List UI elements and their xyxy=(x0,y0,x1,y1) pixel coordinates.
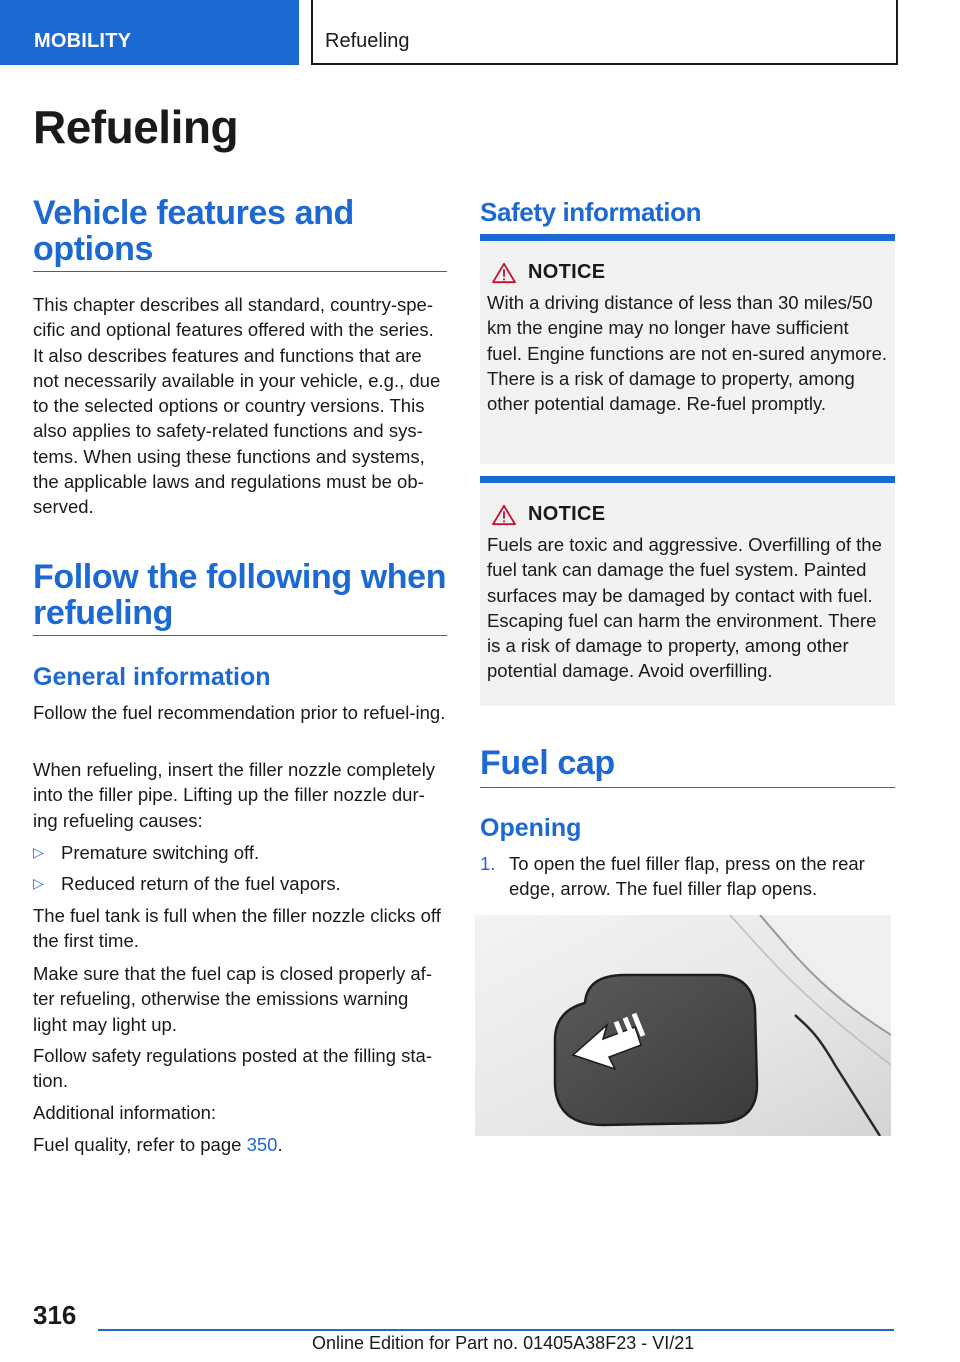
general-p7 xyxy=(33,1132,447,1157)
fuel-flap-image xyxy=(475,915,891,1136)
notice-box-1 xyxy=(480,234,895,464)
general-p6: Additional information: xyxy=(33,1102,217,1123)
page-reference-link[interactable]: 350 xyxy=(246,1134,278,1155)
footer-edition: Online Edition for Part no. 01405A38F23 - VI/21 xyxy=(312,1333,695,1353)
list-item-text: Premature switching off. xyxy=(61,842,260,863)
notice-header xyxy=(490,503,888,526)
reference-text: Fuel quality, refer to page xyxy=(33,1134,247,1155)
general-p2: When refueling, insert the filler nozzle completely into the filler pipe. Lifting up the filler nozzle dur-ing refueling causes: xyxy=(33,759,436,831)
section-divider xyxy=(33,271,447,272)
header-title: Refueling xyxy=(325,30,410,52)
section-divider xyxy=(33,635,447,636)
vehicle-features-heading-line2: options xyxy=(33,230,153,268)
fuel-flap-illustration xyxy=(475,915,891,1136)
numbered-step xyxy=(480,851,895,902)
general-p3: The fuel tank is full when the filler nozzle clicks off the first time. xyxy=(33,905,441,952)
triangle-bullet-icon: ▷ xyxy=(33,875,44,891)
page-title: Refueling xyxy=(33,101,239,153)
notice-text: With a driving distance of less than 30 miles/50 km the engine may no longer have sufficient fuel. Engine functions are not en-sured anymore. There is a risk of damage to property, among other potential damage. Re-fuel promptly. xyxy=(487,292,888,415)
notice-header xyxy=(490,261,888,284)
page-number: 316 xyxy=(33,1300,77,1330)
follow-heading xyxy=(33,559,446,631)
opening-heading: Opening xyxy=(480,814,582,842)
footer-divider xyxy=(98,1329,894,1331)
vehicle-features-heading xyxy=(33,195,354,267)
fuel-cap-heading: Fuel cap xyxy=(480,744,615,782)
vehicle-features-heading-line1: Vehicle features and xyxy=(33,194,354,232)
notice-label: NOTICE xyxy=(528,261,606,283)
general-p5: Follow safety regulations posted at the filling sta-tion. xyxy=(33,1045,432,1092)
triangle-bullet-icon: ▷ xyxy=(33,844,44,860)
list-item xyxy=(33,871,447,896)
general-p1: Follow the fuel recommendation prior to refuel-ing. xyxy=(33,702,446,723)
step-number: 1. xyxy=(480,853,496,874)
step-text: To open the fuel filler flap, press on the rear edge, arrow. The fuel filler flap opens. xyxy=(509,853,865,900)
follow-heading-line1: Follow the following when xyxy=(33,558,447,596)
general-information-heading: General information xyxy=(33,663,271,691)
section-divider xyxy=(480,787,895,788)
follow-heading-line2: refueling xyxy=(33,594,173,632)
list-item xyxy=(33,840,447,865)
notice-label: NOTICE xyxy=(528,503,606,525)
notice-box-2 xyxy=(480,476,895,706)
general-p4: Make sure that the fuel cap is closed properly af-ter refueling, otherwise the emissions warning light may light up. xyxy=(33,963,432,1035)
section-label: MOBILITY xyxy=(34,30,132,52)
notice-text: Fuels are toxic and aggressive. Overfilling of the fuel tank can damage the fuel system. Painted surfaces may be damaged by contact with fuel. Escaping fuel can harm the environment. There is a risk of damage to property, among other potential damage. Avoid overfilling. xyxy=(487,534,882,682)
warning-triangle-icon xyxy=(490,504,518,526)
safety-information-heading: Safety information xyxy=(480,197,702,227)
warning-triangle-icon xyxy=(490,262,518,284)
reference-suffix: . xyxy=(277,1134,283,1155)
list-item-text: Reduced return of the fuel vapors. xyxy=(61,873,341,894)
vehicle-features-body: This chapter describes all standard, country-spe-cific and optional features offered with the series. It also describes features and functions that are not necessarily available in your vehicle, e.g., due to the selected options or country versions. This also applies to safety-related functions and sys-tems. When using these functions and systems, the applicable laws and regulations must be ob-served. xyxy=(33,294,441,518)
